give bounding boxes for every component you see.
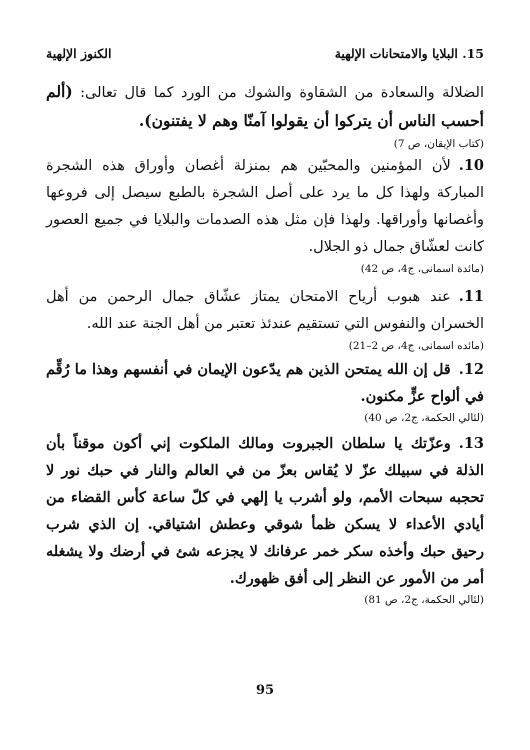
item-body: عند هبوب أرياح الامتحان يمتاز عشّاق جمال الرحمن من أهل الخسران والنفوس التي تستقيم عندئذ تعتبر من أهل الجنة عند الله. [46, 289, 484, 332]
item-body: لأن المؤمنين والمحبّين هم بمنزلة أغصان وأوراق هذه الشجرة المباركة ولهذا كل ما يرد على أصل الشجرة بالطبع سيصل إلى فروعها وأغصانها وأوراقها. ولهذا فإن مثل هذه الصدمات والبلايا في جميع العصور كانت لعشّاق جمال ذو الجلال. [46, 158, 484, 255]
list-item-13 [46, 430, 484, 606]
item-text [46, 152, 484, 261]
page-number: 95 [255, 683, 275, 698]
intro-reference: (كتاب الإيقان، ص 7) [393, 138, 484, 150]
item-number: 13. [458, 435, 484, 452]
list-item-12 [46, 356, 484, 424]
item-body: قل إن الله يمتحن الذين هم يدّعون الإيمان في أنفسهم وهذا ما رُقِّم في ألواح عزٍّ مكنون. [46, 361, 484, 405]
list-item-10 [46, 152, 484, 275]
item-text [46, 283, 484, 338]
list-item-11 [46, 283, 484, 352]
intro-plain-text: الضلالة والسعادة من الشقاوة والشوك من الورد كما قال تعالى: [72, 85, 484, 101]
item-body: وعزّتك يا سلطان الجبروت ومالك الملكوت إني أكون موقناً بأن الذلة في سبيلك عزّ لا يُقاس بعزّ من في العالم والنار في حبك نور لا تحجبه سبحات الأمم، ولو أشرب يا إلهي في كلّ ساعة كأس القضاء من أيادي الأعداء لا يسكن ظمأ شوقي وعطش اشتياقي. إن الذي شرب رحيق حبك وأخذه سكر خمر عرفانك لا يجزعه شئ في أرضك ولا يشغله أمر من الأمور عن النظر إلى أفق ظهورك. [46, 435, 484, 587]
header-book-title: الكنوز الإلهية [46, 46, 112, 61]
item-text [46, 430, 484, 592]
item-number: 10. [458, 157, 484, 174]
item-reference: (لئالي الحكمة، ج2، ص 40) [364, 412, 484, 424]
item-reference: (مائدة اسمانى، ج4، ص 42) [360, 263, 484, 275]
intro-quote: (ألم أحسب الناس أن يتركوا أن يقولوا آمنّا وهم لا يفتنون). [46, 82, 484, 130]
item-text [46, 356, 484, 410]
running-header [46, 46, 484, 61]
item-number: 11. [458, 288, 484, 305]
intro-text [46, 78, 484, 136]
item-number: 12. [458, 361, 484, 378]
intro-paragraph [46, 78, 484, 150]
item-reference: (مائده اسمانى، ج4، ص 2–21) [348, 340, 484, 352]
header-chapter-title: 15. البلايا والامتحانات الإلهية [334, 46, 484, 61]
item-reference: (لئالي الحكمة، ج2، ص 81) [364, 594, 484, 606]
